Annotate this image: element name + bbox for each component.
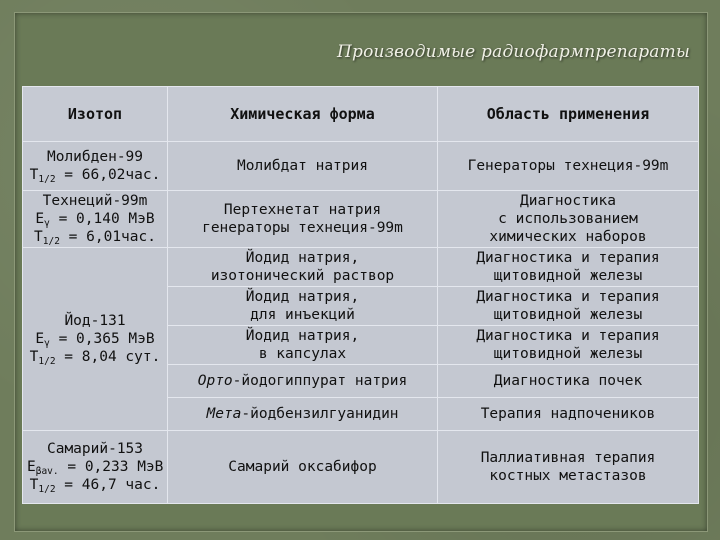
application-cell: Диагностика и терапия щитовидной железы — [438, 248, 699, 287]
table-row — [23, 248, 699, 287]
slide-title: Производимые радиофармпрепараты — [337, 42, 690, 62]
chemical-form-cell: Йодид натрия, изотонический раствор — [168, 248, 438, 287]
radiopharmaceuticals-table — [22, 86, 699, 504]
chemical-form-cell: Мета-йодбензилгуанидин — [168, 398, 438, 431]
header-isotope: Изотоп — [23, 87, 168, 142]
isotope-name: Молибден-99 — [46, 149, 144, 165]
chemical-form-cell: Йодид натрия, для инъекций — [168, 287, 438, 326]
table-row — [23, 142, 699, 191]
gamma-energy: $E_\gamma = 0,140$ МэВ — [35, 211, 155, 229]
half-life: $T_{1/2} = 46,7$ час. — [29, 477, 161, 495]
application-cell: Диагностика с использованием химических наборов — [438, 191, 699, 248]
header-chemical-form: Химическая форма — [168, 87, 438, 142]
isotope-name: Йод-131 — [64, 313, 126, 329]
application-cell: Генераторы технеция-99m — [438, 142, 699, 191]
isotope-cell — [23, 191, 168, 248]
isotope-cell — [23, 248, 168, 431]
chemical-form-cell: Самарий оксабифор — [168, 431, 438, 504]
application-cell: Диагностика и терапия щитовидной железы — [438, 326, 699, 365]
header-application: Область применения — [438, 87, 699, 142]
table-row — [23, 431, 699, 504]
isotope-cell — [23, 142, 168, 191]
isotope-cell — [23, 431, 168, 504]
application-cell: Терапия надпочеников — [438, 398, 699, 431]
half-life: $T_{1/2} = 66,02час$. — [29, 167, 161, 185]
application-cell: Паллиативная терапия костных метастазов — [438, 431, 699, 504]
chemical-form-cell: Пертехнетат натрия генераторы технеция-99m — [168, 191, 438, 248]
isotope-name: Технеций-99m — [42, 193, 148, 209]
chemical-form-cell: Орто-йодогиппурат натрия — [168, 365, 438, 398]
beta-energy: $E_{\beta av.} = 0,233$ МэВ — [27, 459, 164, 477]
chemical-form-cell: Йодид натрия, в капсулах — [168, 326, 438, 365]
application-cell: Диагностика почек — [438, 365, 699, 398]
application-cell: Диагностика и терапия щитовидной железы — [438, 287, 699, 326]
gamma-energy: $E_\gamma = 0,365$ МэВ — [35, 331, 155, 349]
half-life: $T_{1/2} = 6,01час$. — [34, 229, 156, 247]
table-header-row — [23, 87, 699, 142]
table-row — [23, 191, 699, 248]
isotope-name: Самарий-153 — [46, 441, 144, 457]
chemical-form-cell: Молибдат натрия — [168, 142, 438, 191]
half-life: $T_{1/2} = 8,04$ сут. — [29, 349, 161, 367]
